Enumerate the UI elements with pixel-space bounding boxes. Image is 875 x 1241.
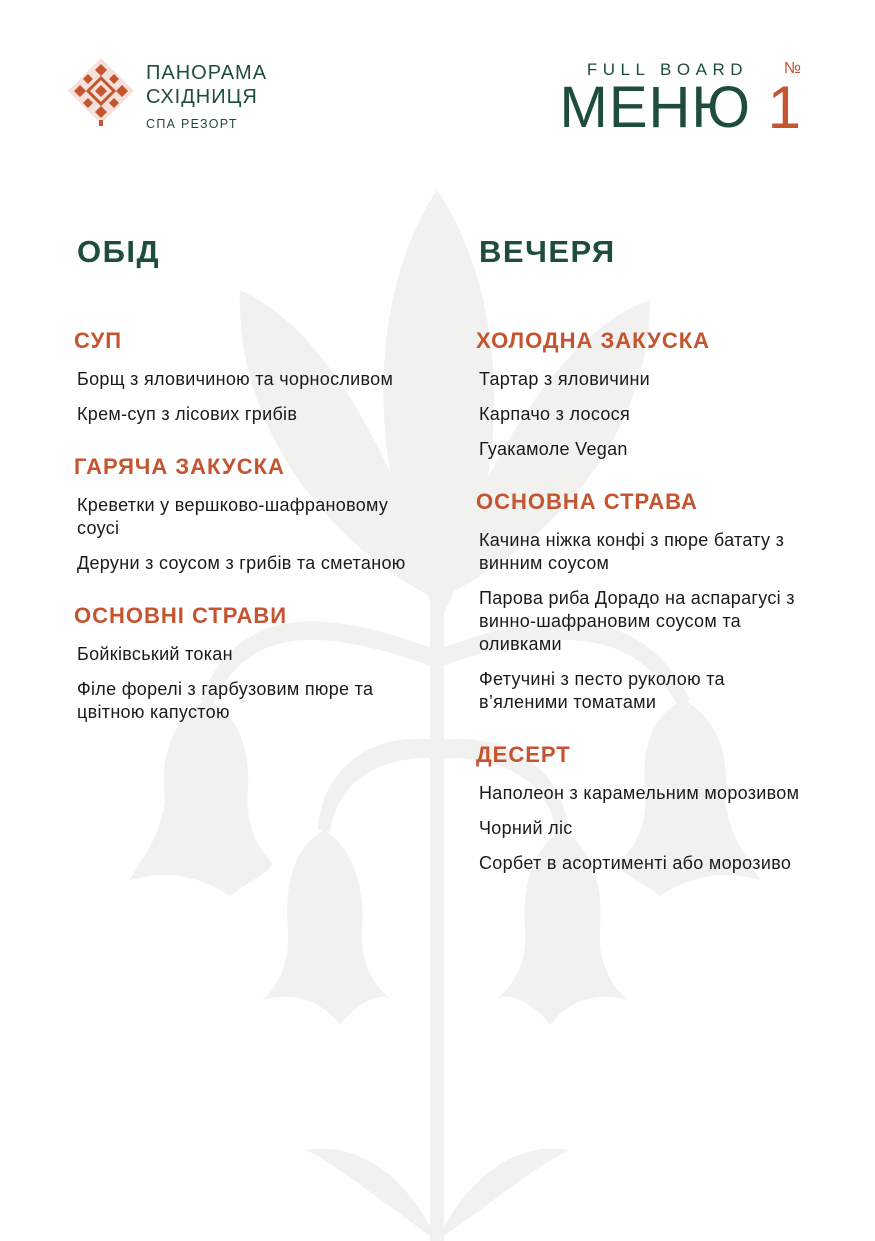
dinner-column: [476, 232, 819, 903]
lunch-section-soup: [74, 328, 407, 426]
menu-item: Крем-суп з лісових грибів: [77, 404, 298, 424]
menu-number: 1: [767, 74, 801, 141]
logo-name-line1: ПАНОРАМА: [146, 62, 268, 84]
logo-subtitle: СПА РЕЗОРТ: [146, 117, 238, 131]
lunch-title: ОБІД: [77, 234, 161, 269]
menu-item: Карпачо з лосося: [479, 404, 630, 424]
resort-logo: [66, 56, 267, 131]
logo-name-line2: СХІДНИЦЯ: [146, 86, 258, 108]
menu-item: Чорний ліс: [479, 818, 573, 838]
lunch-column: [74, 232, 407, 752]
menu-item: Креветки у вершково-шафрановому соусі: [77, 495, 389, 538]
section-title: ОСНОВНІ СТРАВИ: [74, 603, 288, 628]
dinner-section-main-dish: [476, 489, 819, 714]
dinner-title: ВЕЧЕРЯ: [479, 234, 616, 269]
menu-item: Борщ з яловичиною та чорносливом: [77, 369, 394, 389]
section-title: ГАРЯЧА ЗАКУСКА: [74, 454, 285, 479]
section-title: ХОЛОДНА ЗАКУСКА: [476, 328, 711, 353]
section-title: СУП: [74, 328, 123, 353]
dinner-section-dessert: [476, 742, 819, 875]
menu-item: Філе форелі з гарбузовим пюре та цвітною капустою: [77, 679, 374, 722]
lunch-section-main-dishes: [74, 603, 407, 724]
numero-sign: №: [783, 60, 801, 77]
ornament-icon: [66, 56, 136, 126]
menu-item: Тартар з яловичини: [479, 369, 651, 389]
menu-title: МЕНЮ: [559, 75, 751, 140]
section-title: ОСНОВНА СТРАВА: [476, 489, 698, 514]
menu-item: Бойківський токан: [77, 644, 233, 664]
menu-item: Фетучині з песто руколою та в’яленими томатами: [479, 669, 725, 712]
dinner-section-cold-appetizer: [476, 328, 819, 461]
lunch-section-hot-appetizer: [74, 454, 407, 575]
menu-item: Гуакамоле Vegan: [479, 439, 628, 459]
menu-item: Парова риба Дорадо на аспарагусі з винно-шафрановим соусом та оливками: [479, 588, 795, 654]
section-title: ДЕСЕРТ: [476, 742, 571, 767]
menu-item: Деруни з соусом з грибів та сметаною: [77, 553, 406, 573]
menu-item: Сорбет в асортименті або морозиво: [479, 853, 792, 873]
menu-item: Наполеон з карамельним морозивом: [479, 783, 800, 803]
menu-item: Качина ніжка конфі з пюре батату з винним соусом: [479, 530, 785, 573]
fullboard-label: FULL BOARD: [586, 60, 748, 79]
